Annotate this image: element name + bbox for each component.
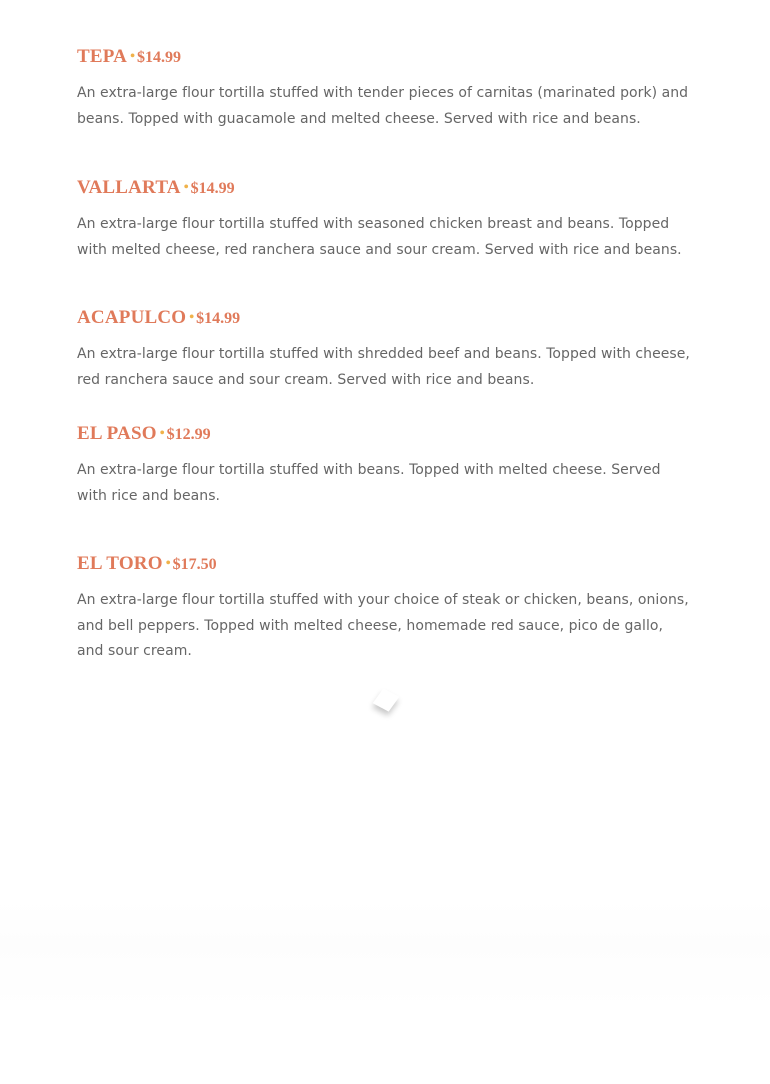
menu-item-description: An extra-large flour tortilla stuffed with tender pieces of carnitas (marinated pork) and beans. Topped with guacamole and melted cheese. Served with rice and beans. [77,85,689,127]
menu-item-title [77,552,693,578]
menu-item-name: ACAPULCO [77,307,187,328]
price-separator: • [165,556,171,571]
menu-item-price: $17.50 [172,556,217,573]
menu-item-name: TEPA [77,46,128,67]
menu-item-description: An extra-large flour tortilla stuffed with your choice of steak or chicken, beans, onions, and bell peppers. Topped with melted cheese, homemade red sauce, pico de gallo, and sour cream. [77,592,689,659]
menu-item-description: An extra-large flour tortilla stuffed with beans. Topped with melted cheese. Served with rice and beans. [77,462,661,504]
menu-item-name: EL TORO [77,553,163,574]
menu-item-el-toro [77,552,693,665]
menu-item-name: VALLARTA [77,177,181,198]
price-separator: • [159,426,165,441]
menu-item-title [77,176,693,202]
price-separator: • [130,49,135,64]
menu-item-el-paso [77,422,693,509]
menu-item-tepa [77,45,693,132]
menu-item-price: $12.99 [166,426,211,443]
menu-item-acapulco [77,306,693,393]
footer-area [0,900,770,1010]
price-separator: • [183,180,189,195]
menu-item-title [77,422,693,448]
menu-item-description: An extra-large flour tortilla stuffed with shredded beef and beans. Topped with cheese, red ranchera sauce and sour cream. Served with rice and beans. [77,346,690,388]
menu-item-price: $14.99 [196,310,241,327]
price-separator: • [189,310,195,325]
menu-item-title [77,306,693,332]
diamond-divider-icon [373,688,400,711]
menu-item-price: $14.99 [136,49,181,66]
menu-item-name: EL PASO [77,423,157,444]
menu-item-vallarta [77,176,693,263]
menu-item-description: An extra-large flour tortilla stuffed with seasoned chicken breast and beans. Topped with melted cheese, red ranchera sauce and sour cream. Served with rice and beans. [77,216,682,258]
menu-item-price: $14.99 [190,180,235,197]
menu-item-title [77,45,693,71]
